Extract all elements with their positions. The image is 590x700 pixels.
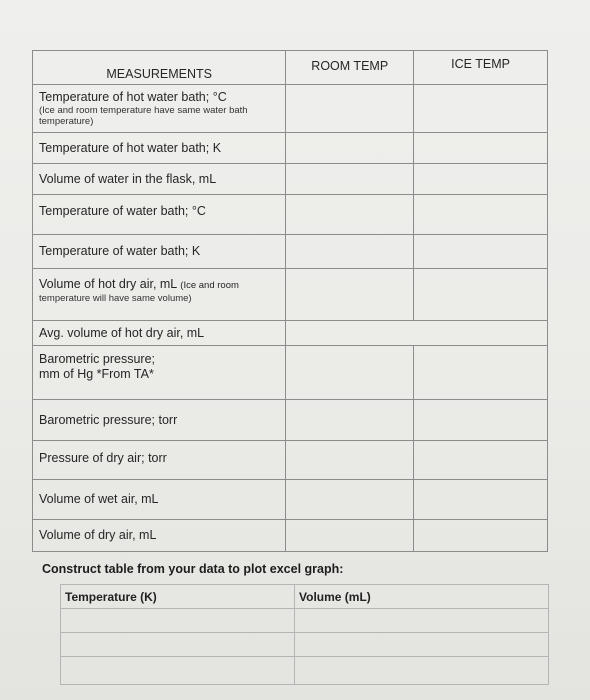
temperature-cell[interactable] [61, 657, 295, 685]
table-row [33, 520, 548, 552]
row-label: Temperature of hot water bath; K [33, 133, 286, 164]
header-ice-temp: ICE TEMP [414, 51, 548, 85]
room-temp-cell[interactable] [286, 85, 414, 133]
table-row [33, 400, 548, 441]
row-label: Pressure of dry air; torr [33, 441, 286, 480]
room-temp-cell[interactable] [286, 480, 414, 520]
ice-temp-cell[interactable] [414, 85, 548, 133]
temperature-cell[interactable] [61, 633, 295, 657]
table-row [33, 133, 548, 164]
row-label: Volume of hot dry air, mL [39, 277, 177, 291]
table-row [61, 657, 549, 685]
row-label: Volume of wet air, mL [33, 480, 286, 520]
table-row [33, 441, 548, 480]
volume-cell[interactable] [295, 609, 549, 633]
row-label: Temperature of hot water bath; °C [39, 90, 227, 104]
header-room-temp: ROOM TEMP [286, 51, 414, 85]
table-row [33, 269, 548, 321]
volume-cell[interactable] [295, 633, 549, 657]
header-volume-ml: Volume (mL) [295, 585, 549, 609]
room-temp-cell[interactable] [286, 269, 414, 321]
ice-temp-cell[interactable] [414, 520, 548, 552]
ice-temp-cell[interactable] [414, 235, 548, 269]
plot-header-row [61, 585, 549, 609]
temperature-cell[interactable] [61, 609, 295, 633]
row-label: Volume of water in the flask, mL [33, 164, 286, 195]
table-header-row [33, 51, 548, 85]
table-row [33, 346, 548, 400]
row-inline-note: (Ice and room [180, 280, 239, 291]
row-label: Barometric pressure; [39, 352, 156, 366]
avg-volume-cell[interactable] [286, 321, 548, 346]
row-label: Volume of dry air, mL [33, 520, 286, 552]
table-row [33, 164, 548, 195]
measurements-table [32, 50, 548, 552]
room-temp-cell[interactable] [286, 164, 414, 195]
header-temperature-k: Temperature (K) [61, 585, 295, 609]
room-temp-cell[interactable] [286, 441, 414, 480]
row-label: Temperature of water bath; K [33, 235, 286, 269]
table-row [33, 480, 548, 520]
room-temp-cell[interactable] [286, 520, 414, 552]
table-row [61, 609, 549, 633]
header-measurements: MEASUREMENTS [33, 51, 286, 85]
room-temp-cell[interactable] [286, 346, 414, 400]
plot-instruction: Construct table from your data to plot excel graph: [42, 562, 344, 576]
ice-temp-cell[interactable] [414, 269, 548, 321]
table-row [33, 85, 548, 133]
ice-temp-cell[interactable] [414, 195, 548, 235]
room-temp-cell[interactable] [286, 195, 414, 235]
ice-temp-cell[interactable] [414, 346, 548, 400]
row-label-line2: mm of Hg *From TA* [39, 367, 154, 381]
table-row [33, 195, 548, 235]
table-row [33, 321, 548, 346]
ice-temp-cell[interactable] [414, 164, 548, 195]
room-temp-cell[interactable] [286, 133, 414, 164]
table-row [61, 633, 549, 657]
ice-temp-cell[interactable] [414, 400, 548, 441]
row-note: temperature will have same volume) [39, 293, 192, 304]
row-label: Temperature of water bath; °C [33, 195, 286, 235]
ice-temp-cell[interactable] [414, 480, 548, 520]
table-row [33, 235, 548, 269]
ice-temp-cell[interactable] [414, 441, 548, 480]
row-note: (Ice and room temperature have same water bath temperature) [39, 105, 248, 127]
row-label: Barometric pressure; torr [33, 400, 286, 441]
plot-data-table [60, 584, 549, 685]
row-label: Avg. volume of hot dry air, mL [33, 321, 286, 346]
ice-temp-cell[interactable] [414, 133, 548, 164]
volume-cell[interactable] [295, 657, 549, 685]
room-temp-cell[interactable] [286, 400, 414, 441]
room-temp-cell[interactable] [286, 235, 414, 269]
